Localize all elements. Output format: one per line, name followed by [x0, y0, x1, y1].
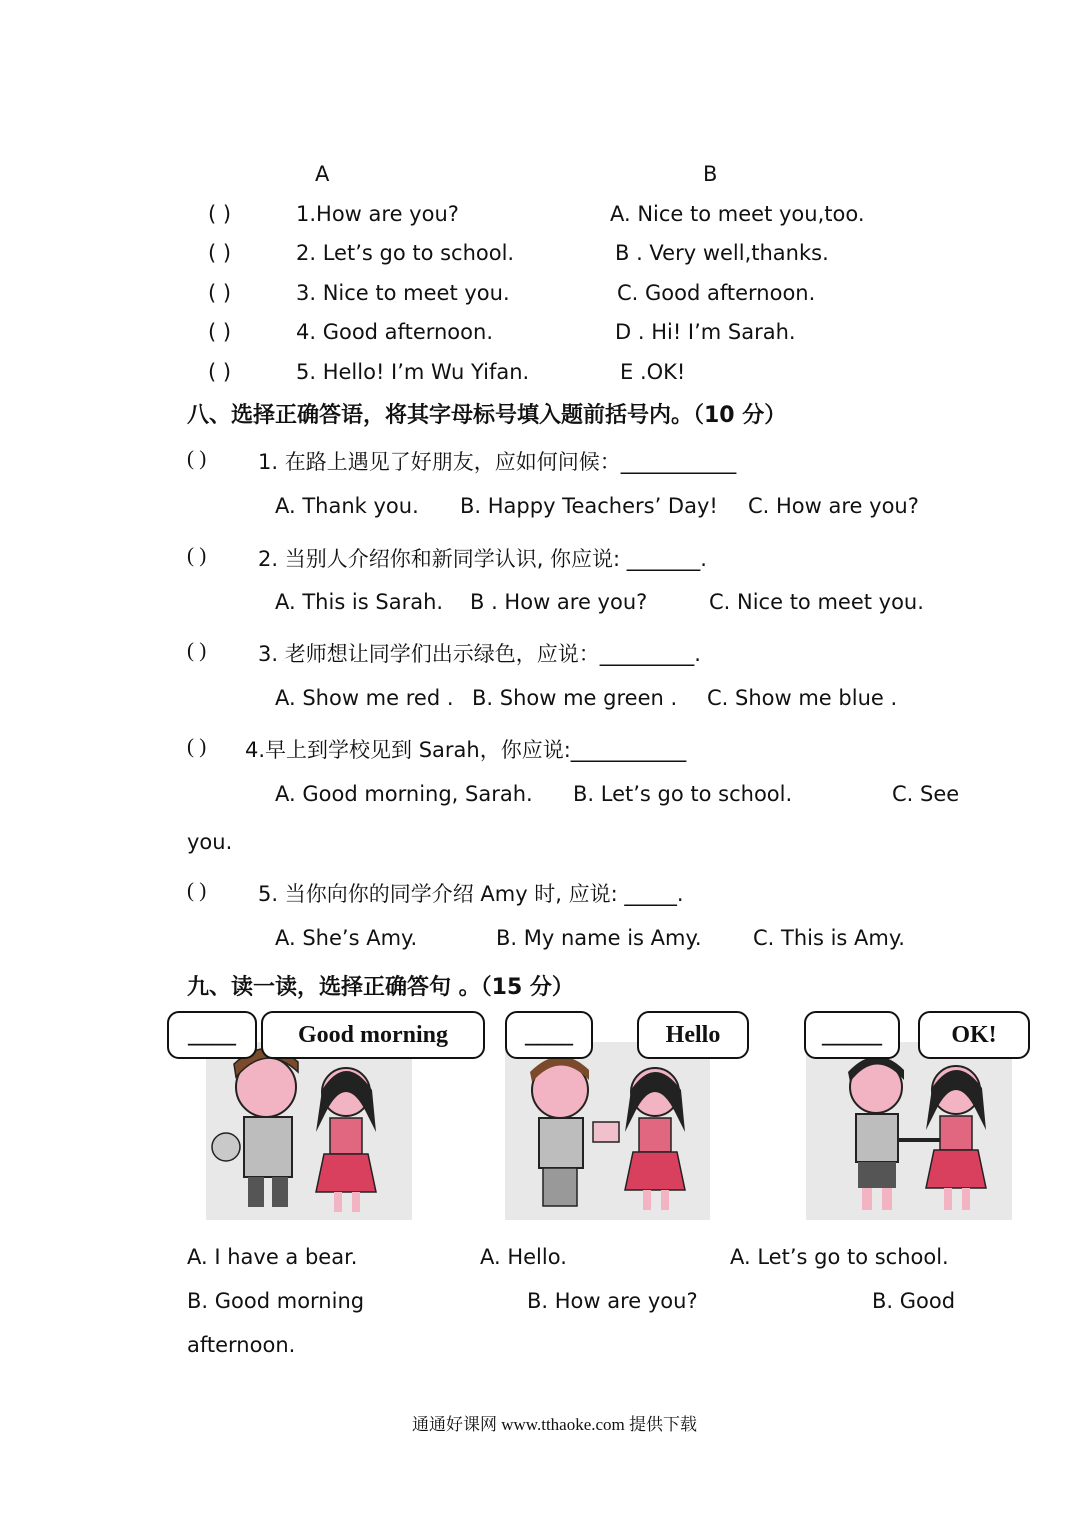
answer-paren[interactable]: ( ): [208, 202, 232, 226]
option-a: A. Show me red .: [275, 686, 454, 710]
option-b: B. Let’s go to school.: [573, 782, 793, 806]
bubble-text: Hello: [665, 1021, 721, 1048]
option-c: C. Show me blue .: [707, 686, 898, 710]
answer-paren[interactable]: ( ): [187, 543, 207, 567]
match-question: 1.How are you?: [296, 202, 459, 226]
answer-paren[interactable]: ( ): [208, 360, 232, 384]
section-9-title: 九、读一读，选择正确答句 。（15 分）: [187, 975, 574, 1000]
match-question: 3. Nice to meet you.: [296, 281, 510, 305]
speech-bubble-text: [261, 1011, 485, 1059]
section-8-title: 八、选择正确答语，将其字母标号填入题前括号内。（10 分）: [187, 403, 787, 428]
option-b: B. My name is Amy.: [496, 926, 702, 950]
option-c: C. See: [892, 782, 960, 806]
answer-option-a: A. Let’s go to school.: [730, 1245, 949, 1269]
children-illustration: [206, 1042, 412, 1220]
cartoon-greeting-illustration: [206, 1042, 412, 1220]
match-answer: B . Very well,thanks.: [615, 241, 829, 265]
answer-paren[interactable]: ( ): [187, 446, 207, 470]
question-text: 2. 当别人介绍你和新同学认识, 你应说: _______.: [258, 547, 707, 571]
speech-bubble-blank[interactable]: [505, 1011, 593, 1059]
option-a: A. She’s Amy.: [275, 926, 418, 950]
answer-paren[interactable]: ( ): [187, 638, 207, 662]
question-text: 1. 在路上遇见了好朋友，应如何问候：___________: [258, 450, 737, 474]
answer-paren[interactable]: ( ): [208, 281, 232, 305]
speech-bubble-text: [637, 1011, 749, 1059]
column-header-b: B: [703, 162, 718, 186]
speech-bubble-blank[interactable]: [804, 1011, 900, 1059]
match-question: 4. Good afternoon.: [296, 320, 493, 344]
option-a: A. Thank you.: [275, 494, 419, 518]
option-c: C. This is Amy.: [753, 926, 905, 950]
question-text: 5. 当你向你的同学介绍 Amy 时, 应说: _____.: [258, 882, 684, 906]
option-b: B. Happy Teachers’ Day!: [460, 494, 718, 518]
answer-option-b: B. Good: [872, 1289, 956, 1313]
match-answer: E .OK!: [620, 360, 686, 384]
answer-option-b-wrap: afternoon.: [187, 1333, 296, 1357]
option-c: C. How are you?: [748, 494, 919, 518]
option-a: A. Good morning, Sarah.: [275, 782, 533, 806]
answer-paren[interactable]: ( ): [187, 878, 207, 902]
speech-bubble-text: [918, 1011, 1030, 1059]
question-text: 4.早上到学校见到 Sarah，你应说:___________: [245, 738, 687, 762]
question-text: 3. 老师想让同学们出示绿色，应说：_________.: [258, 642, 701, 666]
children-illustration: [505, 1042, 710, 1220]
answer-option-b: B. Good morning: [187, 1289, 365, 1313]
column-header-a: A: [315, 162, 330, 186]
cartoon-gift-illustration: [505, 1042, 710, 1220]
page-footer: 通通好课网 www.tthaoke.com 提供下载: [412, 1415, 698, 1434]
bubble-blank: ____: [188, 1021, 236, 1048]
answer-option-a: A. I have a bear.: [187, 1245, 358, 1269]
answer-paren[interactable]: ( ): [208, 241, 232, 265]
cartoon-school-illustration: [806, 1042, 1012, 1220]
bubble-blank: ____: [525, 1021, 573, 1048]
option-c-wrap: you.: [187, 830, 233, 854]
speech-bubble-blank[interactable]: [167, 1011, 257, 1059]
match-question: 2. Let’s go to school.: [296, 241, 515, 265]
match-answer: D . Hi! I’m Sarah.: [615, 320, 796, 344]
answer-option-a: A. Hello.: [480, 1245, 567, 1269]
children-illustration: [806, 1042, 1012, 1220]
answer-option-b: B. How are you?: [527, 1289, 698, 1313]
match-answer: A. Nice to meet you,too.: [610, 202, 865, 226]
answer-paren[interactable]: ( ): [208, 320, 232, 344]
option-a: A. This is Sarah.: [275, 590, 444, 614]
bubble-text: Good morning: [297, 1021, 449, 1048]
match-question: 5. Hello! I’m Wu Yifan.: [296, 360, 530, 384]
answer-paren[interactable]: ( ): [187, 734, 207, 758]
option-c: C. Nice to meet you.: [709, 590, 924, 614]
bubble-text: OK!: [951, 1021, 997, 1048]
match-answer: C. Good afternoon.: [617, 281, 816, 305]
option-b: B . How are you?: [470, 590, 648, 614]
bubble-blank: _____: [822, 1021, 882, 1048]
option-b: B. Show me green .: [472, 686, 678, 710]
